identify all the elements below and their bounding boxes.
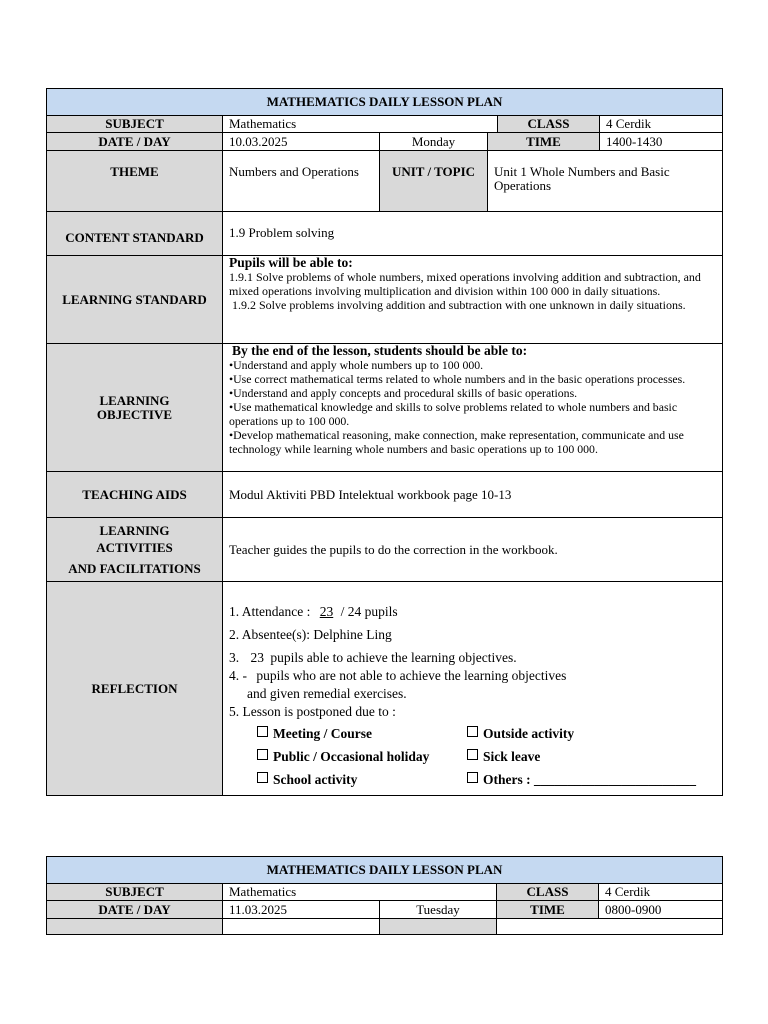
- time-label: TIME: [497, 901, 599, 919]
- not-achieved-text: pupils who are not able to achieve the learning objectives: [256, 668, 567, 683]
- class-value: 4 Cerdik: [600, 116, 723, 133]
- meeting-checkbox[interactable]: [257, 726, 372, 741]
- lesson-plan-table-2: [46, 856, 723, 935]
- time-label: TIME: [488, 133, 600, 151]
- public-holiday-checkbox[interactable]: [257, 749, 429, 764]
- learning-objective-value: [223, 344, 723, 472]
- lesson-plan-table-1: [46, 88, 723, 796]
- learning-activities-label-line: LEARNING: [99, 523, 170, 538]
- learning-activities-label-line: AND FACILITATIONS: [68, 561, 201, 576]
- theme-label: THEME: [47, 151, 223, 212]
- teaching-aids-label: TEACHING AIDS: [47, 472, 223, 518]
- subject-value: Mathematics: [223, 116, 498, 133]
- blank-label-cell: [380, 919, 497, 935]
- time-value: 0800-0900: [599, 901, 723, 919]
- absentee-line: 2. Absentee(s): Delphine Ling: [229, 627, 392, 642]
- checkbox-label: Others : ________________________: [483, 772, 696, 787]
- date-value: 10.03.2025: [223, 133, 380, 151]
- list-item: • Understand and apply concepts and procedural skills of basic operations.: [229, 386, 716, 400]
- class-value: 4 Cerdik: [599, 884, 723, 901]
- checkbox-icon: [467, 726, 478, 737]
- learning-standard-item: 1.9.2 Solve problems involving addition and subtraction with one unknown in daily situations.: [232, 298, 686, 312]
- learning-objective-label-line: LEARNING: [99, 392, 170, 408]
- checkbox-label: Meeting / Course: [273, 726, 372, 741]
- checkbox-label: Sick leave: [483, 749, 541, 764]
- blank-cell: [223, 919, 380, 935]
- blank-label-cell: [47, 919, 223, 935]
- reflection-value: [223, 582, 723, 796]
- unit-value: Unit 1 Whole Numbers and Basic Operations: [488, 151, 723, 212]
- subject-label: SUBJECT: [47, 884, 223, 901]
- list-item: • Understand and apply whole numbers up to 100 000.: [229, 358, 716, 372]
- checkbox-label: Public / Occasional holiday: [273, 749, 430, 764]
- learning-objective-heading: By the end of the lesson, students should be able to:: [232, 343, 528, 358]
- not-achieved-line: [229, 669, 566, 683]
- checkbox-icon: [257, 749, 268, 760]
- outside-activity-checkbox[interactable]: [467, 726, 574, 741]
- attendance-line: [229, 605, 398, 619]
- learning-objective-list: [229, 358, 716, 456]
- achieved-line: [229, 651, 517, 665]
- checkbox-icon: [467, 772, 478, 783]
- date-label: DATE / DAY: [47, 901, 223, 919]
- school-activity-checkbox[interactable]: [257, 772, 357, 787]
- checkbox-label: School activity: [273, 772, 358, 787]
- postponed-line: 5. Lesson is postponed due to :: [229, 704, 396, 719]
- checkbox-label: Outside activity: [483, 726, 575, 741]
- learning-standard-heading: Pupils will be able to:: [229, 255, 353, 270]
- achieved-prefix: 3.: [229, 650, 240, 665]
- checkbox-icon: [467, 749, 478, 760]
- reflection-label: REFLECTION: [47, 582, 223, 796]
- plan-title: MATHEMATICS DAILY LESSON PLAN: [47, 857, 723, 884]
- not-achieved-line-2: and given remedial exercises.: [247, 686, 407, 701]
- attendance-suffix: / 24 pupils: [340, 604, 398, 619]
- teaching-aids-value: Modul Aktiviti PBD Intelektual workbook page 10-13: [223, 472, 723, 518]
- blank-cell: [497, 919, 723, 935]
- unit-label: UNIT / TOPIC: [380, 151, 488, 212]
- theme-value: Numbers and Operations: [223, 151, 380, 212]
- learning-objective-label-line: OBJECTIVE: [96, 406, 173, 422]
- class-label: CLASS: [498, 116, 600, 133]
- learning-activities-label: [47, 518, 223, 582]
- day-value: Tuesday: [380, 901, 497, 919]
- learning-activities-value: Teacher guides the pupils to do the correction in the workbook.: [223, 518, 723, 582]
- date-value: 11.03.2025: [223, 901, 380, 919]
- sick-leave-checkbox[interactable]: [467, 749, 540, 764]
- time-value: 1400-1430: [600, 133, 723, 151]
- learning-activities-label-line: ACTIVITIES: [96, 540, 173, 555]
- list-item: • Develop mathematical reasoning, make connection, make representation, communicate and use technology while learning whole numbers and basic operations up to 100 000.: [229, 428, 716, 456]
- learning-standard-item: 1.9.1 Solve problems of whole numbers, mixed operations involving addition and subtraction, and mixed operations involving multiplication and division within 100 000 in daily situations.: [229, 270, 701, 298]
- learning-objective-label: [47, 344, 223, 472]
- content-standard-value: 1.9 Problem solving: [223, 212, 723, 256]
- achieved-count: 23: [250, 650, 264, 665]
- checkbox-icon: [257, 726, 268, 737]
- subject-label: SUBJECT: [47, 116, 223, 133]
- attendance-present-count: 23: [319, 604, 334, 619]
- learning-standard-value: [223, 256, 723, 344]
- subject-value: Mathematics: [223, 884, 497, 901]
- checkbox-icon: [257, 772, 268, 783]
- attendance-prefix: 1. Attendance :: [229, 604, 311, 619]
- list-item: • Use mathematical knowledge and skills to solve problems related to whole numbers and basic operations up to 100 000.: [229, 400, 716, 428]
- not-achieved-prefix: 4. -: [229, 668, 247, 683]
- content-standard-label: CONTENT STANDARD: [47, 212, 223, 256]
- list-item: • Use correct mathematical terms related to whole numbers and in the basic operations processes.: [229, 372, 716, 386]
- others-checkbox[interactable]: [467, 772, 696, 787]
- learning-standard-label: LEARNING STANDARD: [47, 256, 223, 344]
- plan-title: MATHEMATICS DAILY LESSON PLAN: [47, 89, 723, 116]
- day-value: Monday: [380, 133, 488, 151]
- date-label: DATE / DAY: [47, 133, 223, 151]
- class-label: CLASS: [497, 884, 599, 901]
- achieved-text: pupils able to achieve the learning objectives.: [270, 650, 517, 665]
